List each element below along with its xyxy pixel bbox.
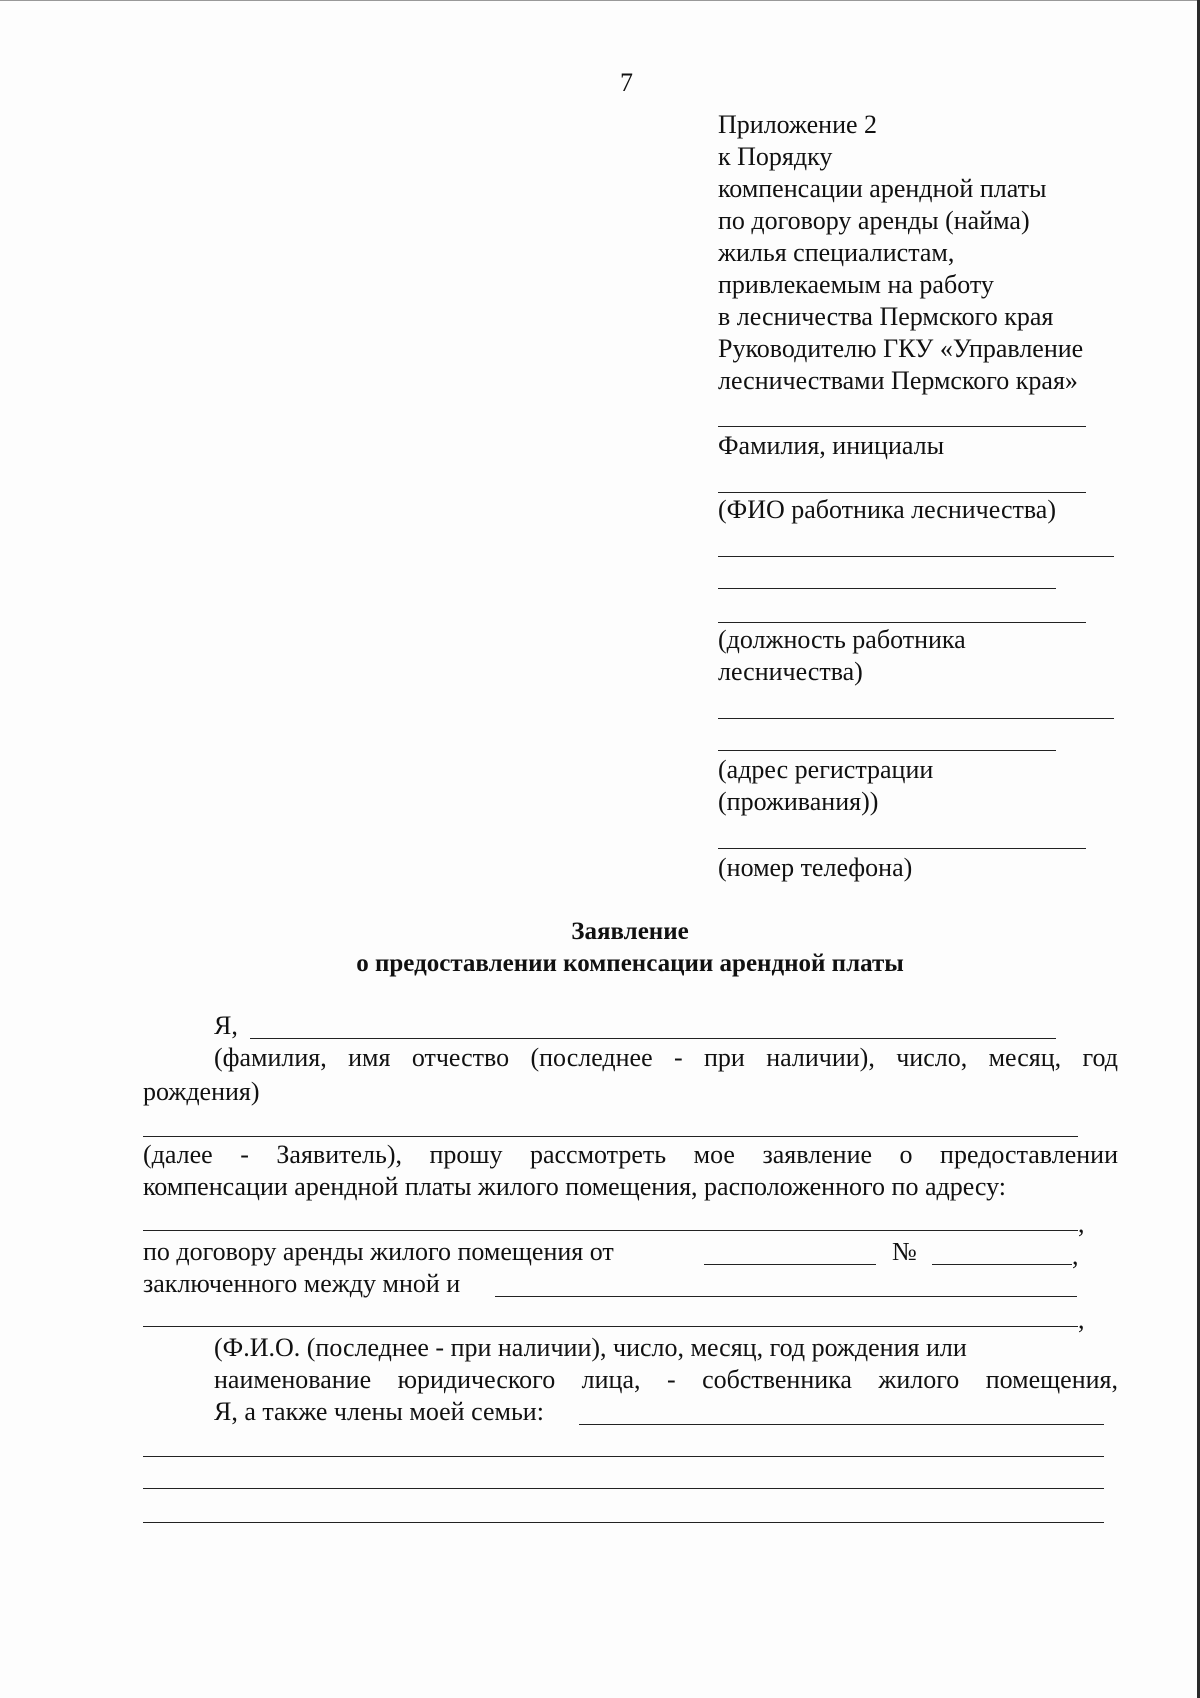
contract-date-line[interactable] — [704, 1264, 876, 1265]
address-label-1: (адрес регистрации — [718, 755, 934, 784]
appendix-line: Приложение 2 — [718, 110, 878, 139]
applicant-details-line[interactable] — [143, 1136, 1078, 1137]
position-line-1[interactable] — [718, 556, 1114, 557]
appendix-line: лесничествами Пермского края» — [718, 366, 1078, 395]
position-line-3[interactable] — [718, 622, 1086, 623]
phone-line[interactable] — [718, 848, 1086, 849]
comma: , — [1072, 1241, 1079, 1270]
family-line-4[interactable] — [143, 1522, 1104, 1523]
contract-prefix: по договору аренды жилого помещения от — [143, 1237, 614, 1266]
concluded-label: заключенного между мной и — [143, 1269, 461, 1298]
request-line-1: (далее - Заявитель), прошу рассмотреть мое заявление о предоставлении — [143, 1140, 1118, 1169]
comma: , — [1078, 1305, 1085, 1334]
appendix-line: жилья специалистам, — [718, 238, 955, 267]
appendix-line: по договору аренды (найма) — [718, 206, 1030, 235]
family-line-1[interactable] — [579, 1424, 1104, 1425]
family-line-3[interactable] — [143, 1488, 1104, 1489]
appendix-line: к Порядку — [718, 142, 833, 171]
document-title: Заявление — [571, 918, 689, 945]
phone-label: (номер телефона) — [718, 853, 913, 882]
owner-hint-line-2: наименование юридического лица, - собственника жилого помещения, — [214, 1365, 1118, 1394]
position-label-2: лесничества) — [718, 657, 863, 686]
property-address-line[interactable] — [143, 1230, 1078, 1231]
appendix-header — [718, 109, 1178, 397]
worker-name-line[interactable] — [718, 492, 1086, 493]
address-line-1[interactable] — [718, 718, 1114, 719]
owner-hint-line-1: (Ф.И.О. (последнее - при наличии), число, месяц, год рождения или — [214, 1333, 967, 1362]
address-label-2: (проживания)) — [718, 787, 879, 816]
initials-label: Фамилия, инициалы — [718, 431, 945, 460]
address-line-2[interactable] — [718, 750, 1056, 751]
landlord-line-1[interactable] — [495, 1296, 1077, 1297]
page-number: 7 — [620, 68, 633, 97]
appendix-line: Руководителю ГКУ «Управление — [718, 334, 1084, 363]
position-line-2[interactable] — [718, 588, 1056, 589]
number-sign: № — [892, 1237, 917, 1266]
document-subtitle: о предоставлении компенсации арендной платы — [356, 950, 904, 977]
appendix-line: привлекаемым на работу — [718, 270, 994, 299]
fio-hint-line-2: рождения) — [143, 1077, 260, 1106]
ya-label: Я, — [214, 1011, 238, 1040]
fio-hint-line-1: (фамилия, имя отчество (последнее - при наличии), число, месяц, год — [214, 1043, 1118, 1072]
landlord-line-2[interactable] — [143, 1326, 1078, 1327]
comma: , — [1078, 1209, 1085, 1238]
recipient-name-line[interactable] — [718, 426, 1086, 427]
family-line-2[interactable] — [143, 1456, 1104, 1457]
appendix-line: в лесничества Пермского края — [718, 302, 1054, 331]
position-label-1: (должность работника — [718, 625, 966, 654]
applicant-fio-line[interactable] — [250, 1038, 1056, 1039]
family-label: Я, а также члены моей семьи: — [214, 1397, 544, 1426]
request-line-2: компенсации арендной платы жилого помещения, расположенного по адресу: — [143, 1172, 1006, 1201]
scan-edge-top — [0, 0, 1200, 1]
contract-number-line[interactable] — [932, 1264, 1072, 1265]
appendix-line: компенсации арендной платы — [718, 174, 1047, 203]
worker-name-label: (ФИО работника лесничества) — [718, 495, 1056, 524]
